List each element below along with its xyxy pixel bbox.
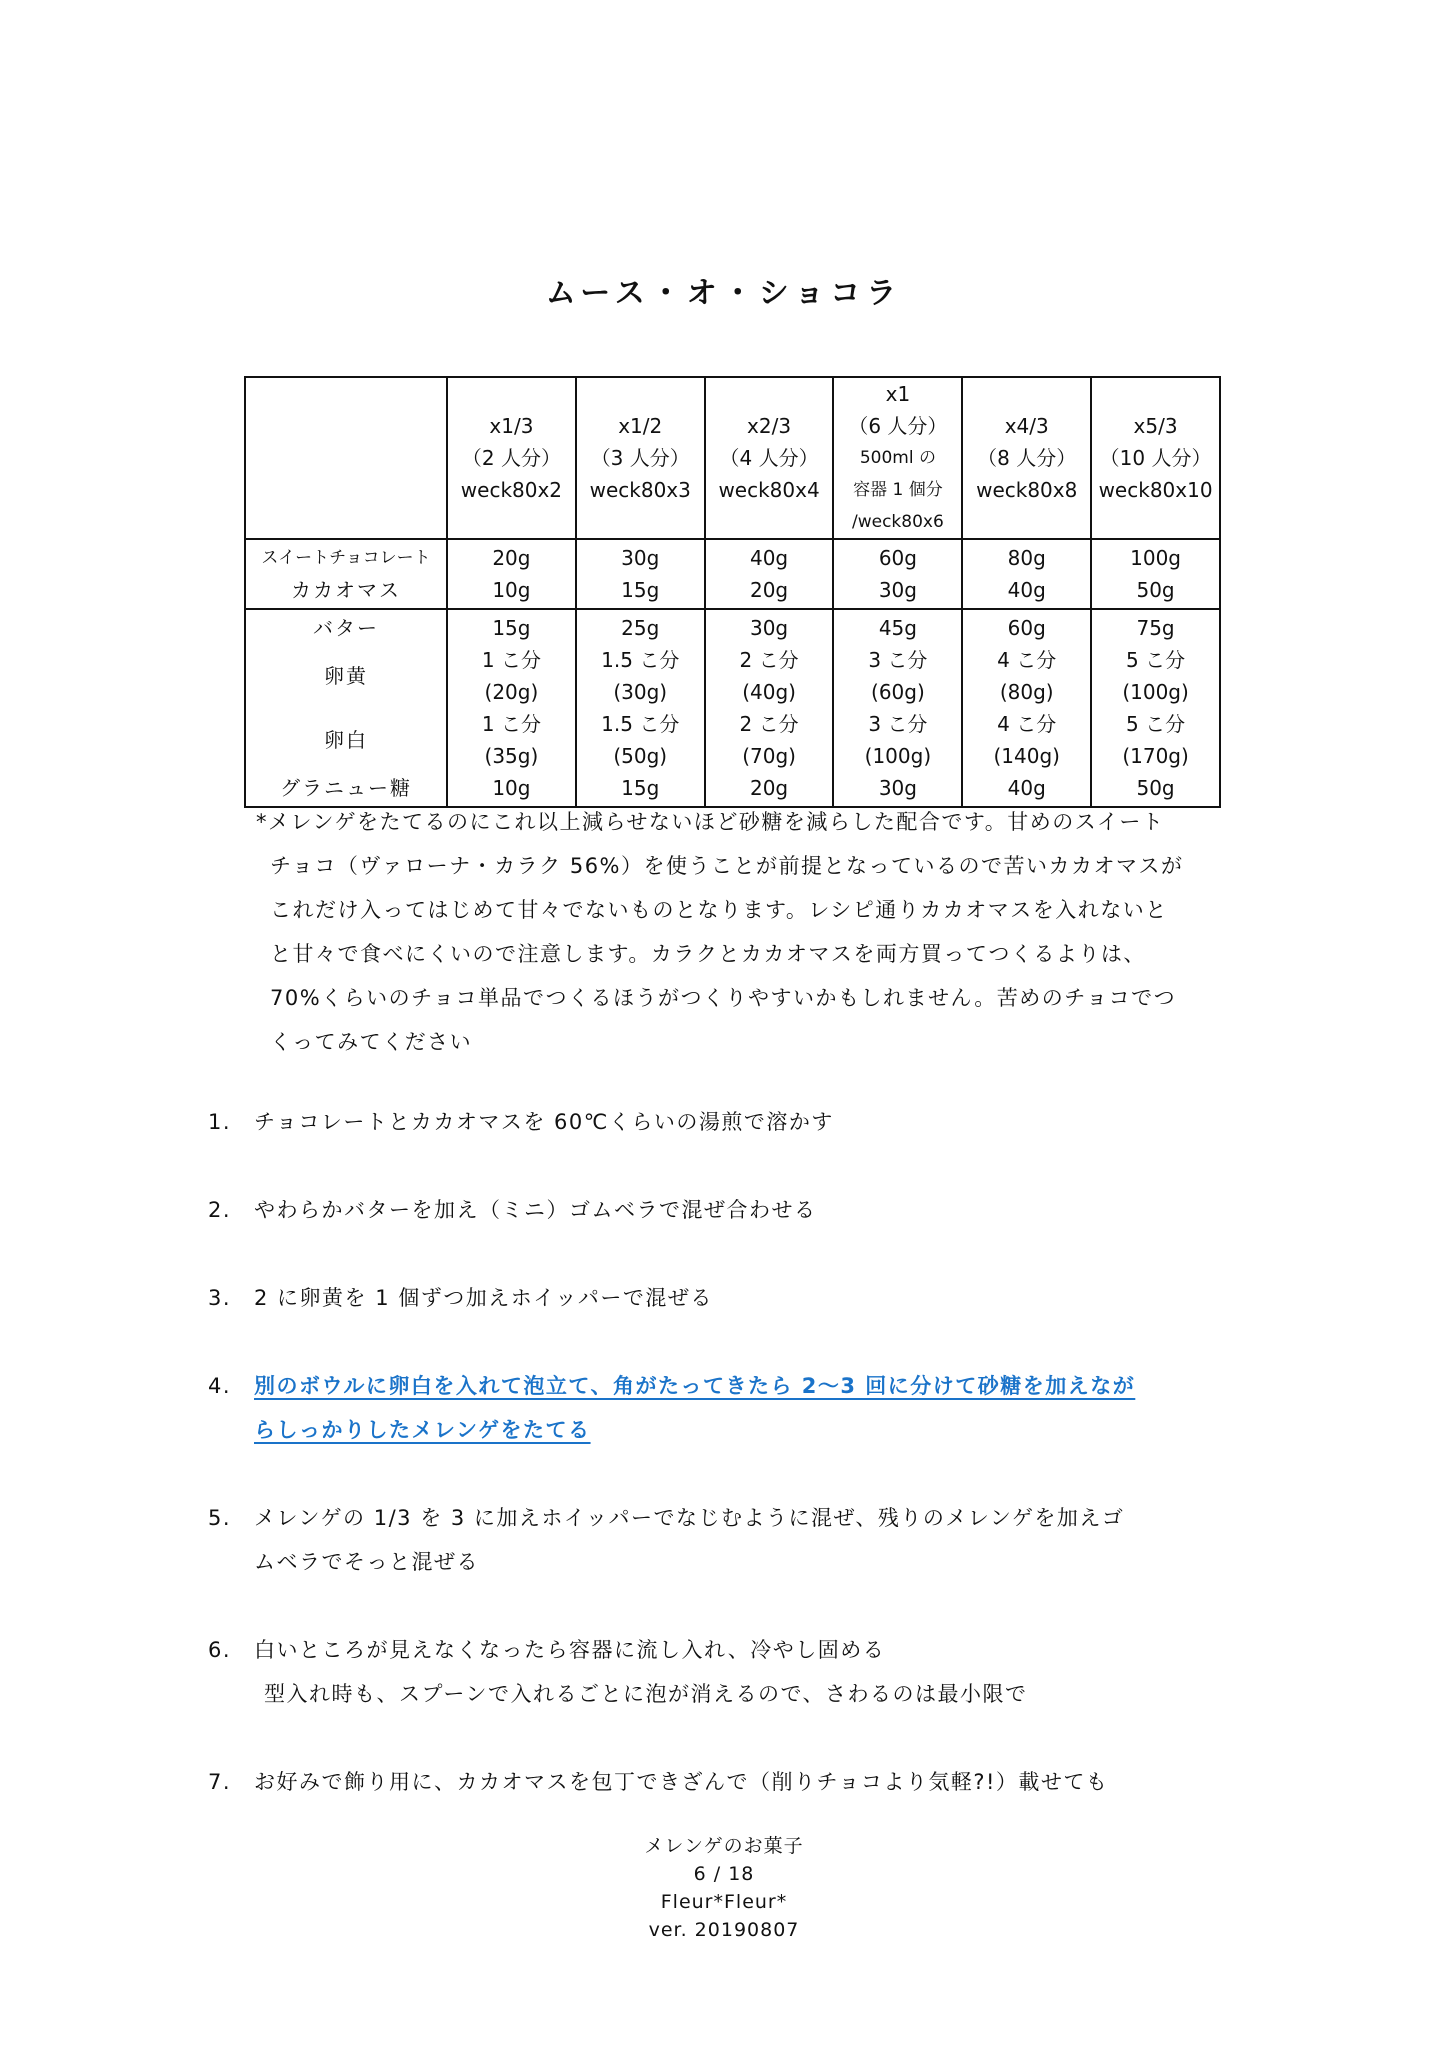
cell-value: 100g xyxy=(1130,546,1181,570)
step-4 xyxy=(208,1364,1248,1452)
cell-value: 1.5 こ分 xyxy=(601,712,680,736)
ingredient-label: グラニュー糖 xyxy=(280,776,412,800)
step-text: やわらかバターを加え（ミニ）ゴムベラで混ぜ合わせる xyxy=(254,1198,817,1222)
cell-value: 30g xyxy=(621,546,660,570)
cell-value: 60g xyxy=(1007,616,1046,640)
footer-page-number: 6 / 18 xyxy=(693,1863,755,1885)
ingredient-label: バター xyxy=(313,616,379,640)
ingredient-label: 卵白 xyxy=(324,728,368,752)
cell-value: 40g xyxy=(749,546,789,570)
header-text: x1/2 xyxy=(618,414,663,438)
cell-value: 3 こ分 xyxy=(868,648,928,672)
note-line: くってみてください xyxy=(270,1030,473,1054)
value-cell xyxy=(1091,539,1220,609)
header-cell-x5-3 xyxy=(1091,377,1220,539)
table-row-other-ingredients xyxy=(245,609,1220,807)
cell-value: 60g xyxy=(878,546,917,570)
step-text: 2 に卵黄を 1 個ずつ加えホイッパーで混ぜる xyxy=(254,1286,713,1310)
step-text: 白いところが見えなくなったら容器に流し入れ、冷やし固める xyxy=(254,1638,886,1662)
value-cell xyxy=(962,539,1091,609)
cell-value: 50g xyxy=(1136,776,1175,800)
footer-author: Fleur*Fleur* xyxy=(660,1891,788,1913)
header-text: 500ml の xyxy=(859,448,936,468)
cell-value: (100g) xyxy=(864,744,932,768)
cell-value: 20g xyxy=(749,578,789,602)
cell-value: (60g) xyxy=(871,680,925,704)
table-row-chocolate xyxy=(245,539,1220,609)
step-text: チョコレートとカカオマスを 60℃くらいの湯煎で溶かす xyxy=(254,1110,834,1134)
note-line: これだけ入ってはじめて甘々でないものとなります。レシピ通りカカオマスを入れないと xyxy=(270,898,1168,922)
step-5 xyxy=(208,1496,1248,1584)
cell-value: 75g xyxy=(1136,616,1175,640)
page-title: ムース・オ・ショコラ xyxy=(545,276,903,311)
step-2 xyxy=(208,1188,1248,1232)
cell-value: 30g xyxy=(749,616,789,640)
ingredient-label-cell xyxy=(245,609,447,807)
cell-value: 10g xyxy=(492,776,531,800)
ingredient-label: 卵黄 xyxy=(324,664,368,688)
header-text: weck80x2 xyxy=(460,478,563,502)
header-cell-x2-3 xyxy=(705,377,834,539)
header-text: （10 人分） xyxy=(1099,446,1212,470)
header-cell-x1 xyxy=(833,377,962,539)
header-text: （4 人分） xyxy=(719,446,819,470)
step-text: メレンゲの 1/3 を 3 に加えホイッパーでなじむように混ぜ、残りのメレンゲを加えゴ xyxy=(254,1506,1125,1530)
cell-value: 4 こ分 xyxy=(997,648,1057,672)
ingredient-label-cell xyxy=(245,539,447,609)
value-cell xyxy=(447,609,576,807)
value-cell xyxy=(833,539,962,609)
cell-value: 15g xyxy=(621,578,660,602)
header-text: x5/3 xyxy=(1133,414,1178,438)
header-text: （3 人分） xyxy=(590,446,690,470)
header-text: weck80x8 xyxy=(976,478,1078,502)
cell-value: 40g xyxy=(1007,578,1046,602)
cell-value: 30g xyxy=(878,578,917,602)
step-number: 5. xyxy=(208,1506,232,1530)
cell-value: 15g xyxy=(621,776,660,800)
footer-version: ver. 20190807 xyxy=(648,1919,800,1941)
step-3 xyxy=(208,1276,1248,1320)
table-corner-cell xyxy=(245,377,447,539)
step-number: 4. xyxy=(208,1374,232,1398)
step-6 xyxy=(208,1628,1248,1716)
cell-value: 50g xyxy=(1136,578,1175,602)
cell-value: (140g) xyxy=(993,744,1060,768)
header-text: x1 xyxy=(885,382,911,406)
cell-value: 4 こ分 xyxy=(997,712,1057,736)
header-text: weck80x4 xyxy=(718,478,820,502)
step-number: 7. xyxy=(208,1770,232,1794)
cell-value: (30g) xyxy=(613,680,668,704)
cell-value: 45g xyxy=(878,616,917,640)
step-number: 3. xyxy=(208,1286,232,1310)
header-cell-x4-3 xyxy=(962,377,1091,539)
cell-value: 1 こ分 xyxy=(481,648,541,672)
recipe-note xyxy=(256,800,1246,1064)
note-line: チョコ（ヴァローナ・カラク 56%）を使うことが前提となっているので苦いカカオマスが xyxy=(270,854,1184,878)
cell-value: 25g xyxy=(621,616,660,640)
step-text: ムベラでそっと混ぜる xyxy=(254,1550,479,1574)
header-text: x4/3 xyxy=(1004,414,1049,438)
cell-value: (20g) xyxy=(484,680,539,704)
cell-value: 5 こ分 xyxy=(1126,648,1186,672)
cell-value: 20g xyxy=(749,776,789,800)
cell-value: 80g xyxy=(1007,546,1046,570)
footer-book-title: メレンゲのお菓子 xyxy=(644,1835,804,1857)
cell-value: (35g) xyxy=(484,744,539,768)
header-text: /weck80x6 xyxy=(852,512,944,532)
note-line: *メレンゲをたてるのにこれ以上減らせないほど砂糖を減らした配合です。甘めのスイート xyxy=(256,810,1165,834)
value-cell xyxy=(1091,609,1220,807)
cell-value: (70g) xyxy=(742,744,796,768)
cell-value: (170g) xyxy=(1122,744,1189,768)
step-number: 6. xyxy=(208,1638,232,1662)
cell-value: 1 こ分 xyxy=(481,712,541,736)
header-cell-x1-3 xyxy=(447,377,576,539)
cell-value: 3 こ分 xyxy=(868,712,928,736)
cell-value: 1.5 こ分 xyxy=(601,648,680,672)
header-text: （6 人分） xyxy=(848,414,948,438)
cell-value: 10g xyxy=(492,578,531,602)
value-cell xyxy=(705,539,834,609)
ingredient-label: カカオマス xyxy=(291,578,401,602)
cell-value: 2 こ分 xyxy=(739,712,799,736)
recipe-table xyxy=(244,376,1221,808)
header-text: weck80x10 xyxy=(1098,478,1213,502)
step-number: 2. xyxy=(208,1198,232,1222)
header-text: （8 人分） xyxy=(977,446,1077,470)
value-cell xyxy=(447,539,576,609)
cell-value: (50g) xyxy=(613,744,668,768)
step-number: 1. xyxy=(208,1110,232,1134)
cell-value: 20g xyxy=(492,546,531,570)
header-text: 容器 1 個分 xyxy=(853,480,943,500)
step-text: 別のボウルに卵白を入れて泡立て、角がたってきたら 2〜3 回に分けて砂糖を加えなが xyxy=(254,1374,1136,1398)
cell-value: 40g xyxy=(1007,776,1046,800)
cell-value: 15g xyxy=(492,616,531,640)
value-cell xyxy=(576,539,705,609)
cell-value: (100g) xyxy=(1122,680,1189,704)
step-1 xyxy=(208,1100,1248,1144)
cell-value: (80g) xyxy=(999,680,1054,704)
value-cell xyxy=(833,609,962,807)
header-text: x1/3 xyxy=(489,414,534,438)
header-text: weck80x3 xyxy=(589,478,691,502)
value-cell xyxy=(705,609,834,807)
header-cell-x1-2 xyxy=(576,377,705,539)
step-text: らしっかりしたメレンゲをたてる xyxy=(254,1418,591,1442)
cell-value: (40g) xyxy=(742,680,796,704)
page-footer xyxy=(0,1832,1448,1944)
table-header-row xyxy=(245,377,1220,539)
value-cell xyxy=(576,609,705,807)
step-7 xyxy=(208,1760,1248,1804)
header-text: x2/3 xyxy=(747,414,792,438)
header-text: （2 人分） xyxy=(461,446,561,470)
ingredient-label: スイートチョコレート xyxy=(261,548,431,568)
note-line: と甘々で食べにくいので注意します。カラクとカカオマスを両方買ってつくるよりは、 xyxy=(270,942,1146,966)
note-line: 70%くらいのチョコ単品でつくるほうがつくりやすいかもしれません。苦めのチョコでつ xyxy=(270,986,1177,1010)
cell-value: 2 こ分 xyxy=(739,648,799,672)
value-cell xyxy=(962,609,1091,807)
step-subtext: 型入れ時も、スプーンで入れるごとに泡が消えるので、さわるのは最小限で xyxy=(264,1682,1028,1706)
cell-value: 30g xyxy=(878,776,917,800)
cell-value: 5 こ分 xyxy=(1126,712,1186,736)
step-text: お好みで飾り用に、カカオマスを包丁できざんで（削りチョコより気軽?!）載せても xyxy=(254,1770,1109,1794)
